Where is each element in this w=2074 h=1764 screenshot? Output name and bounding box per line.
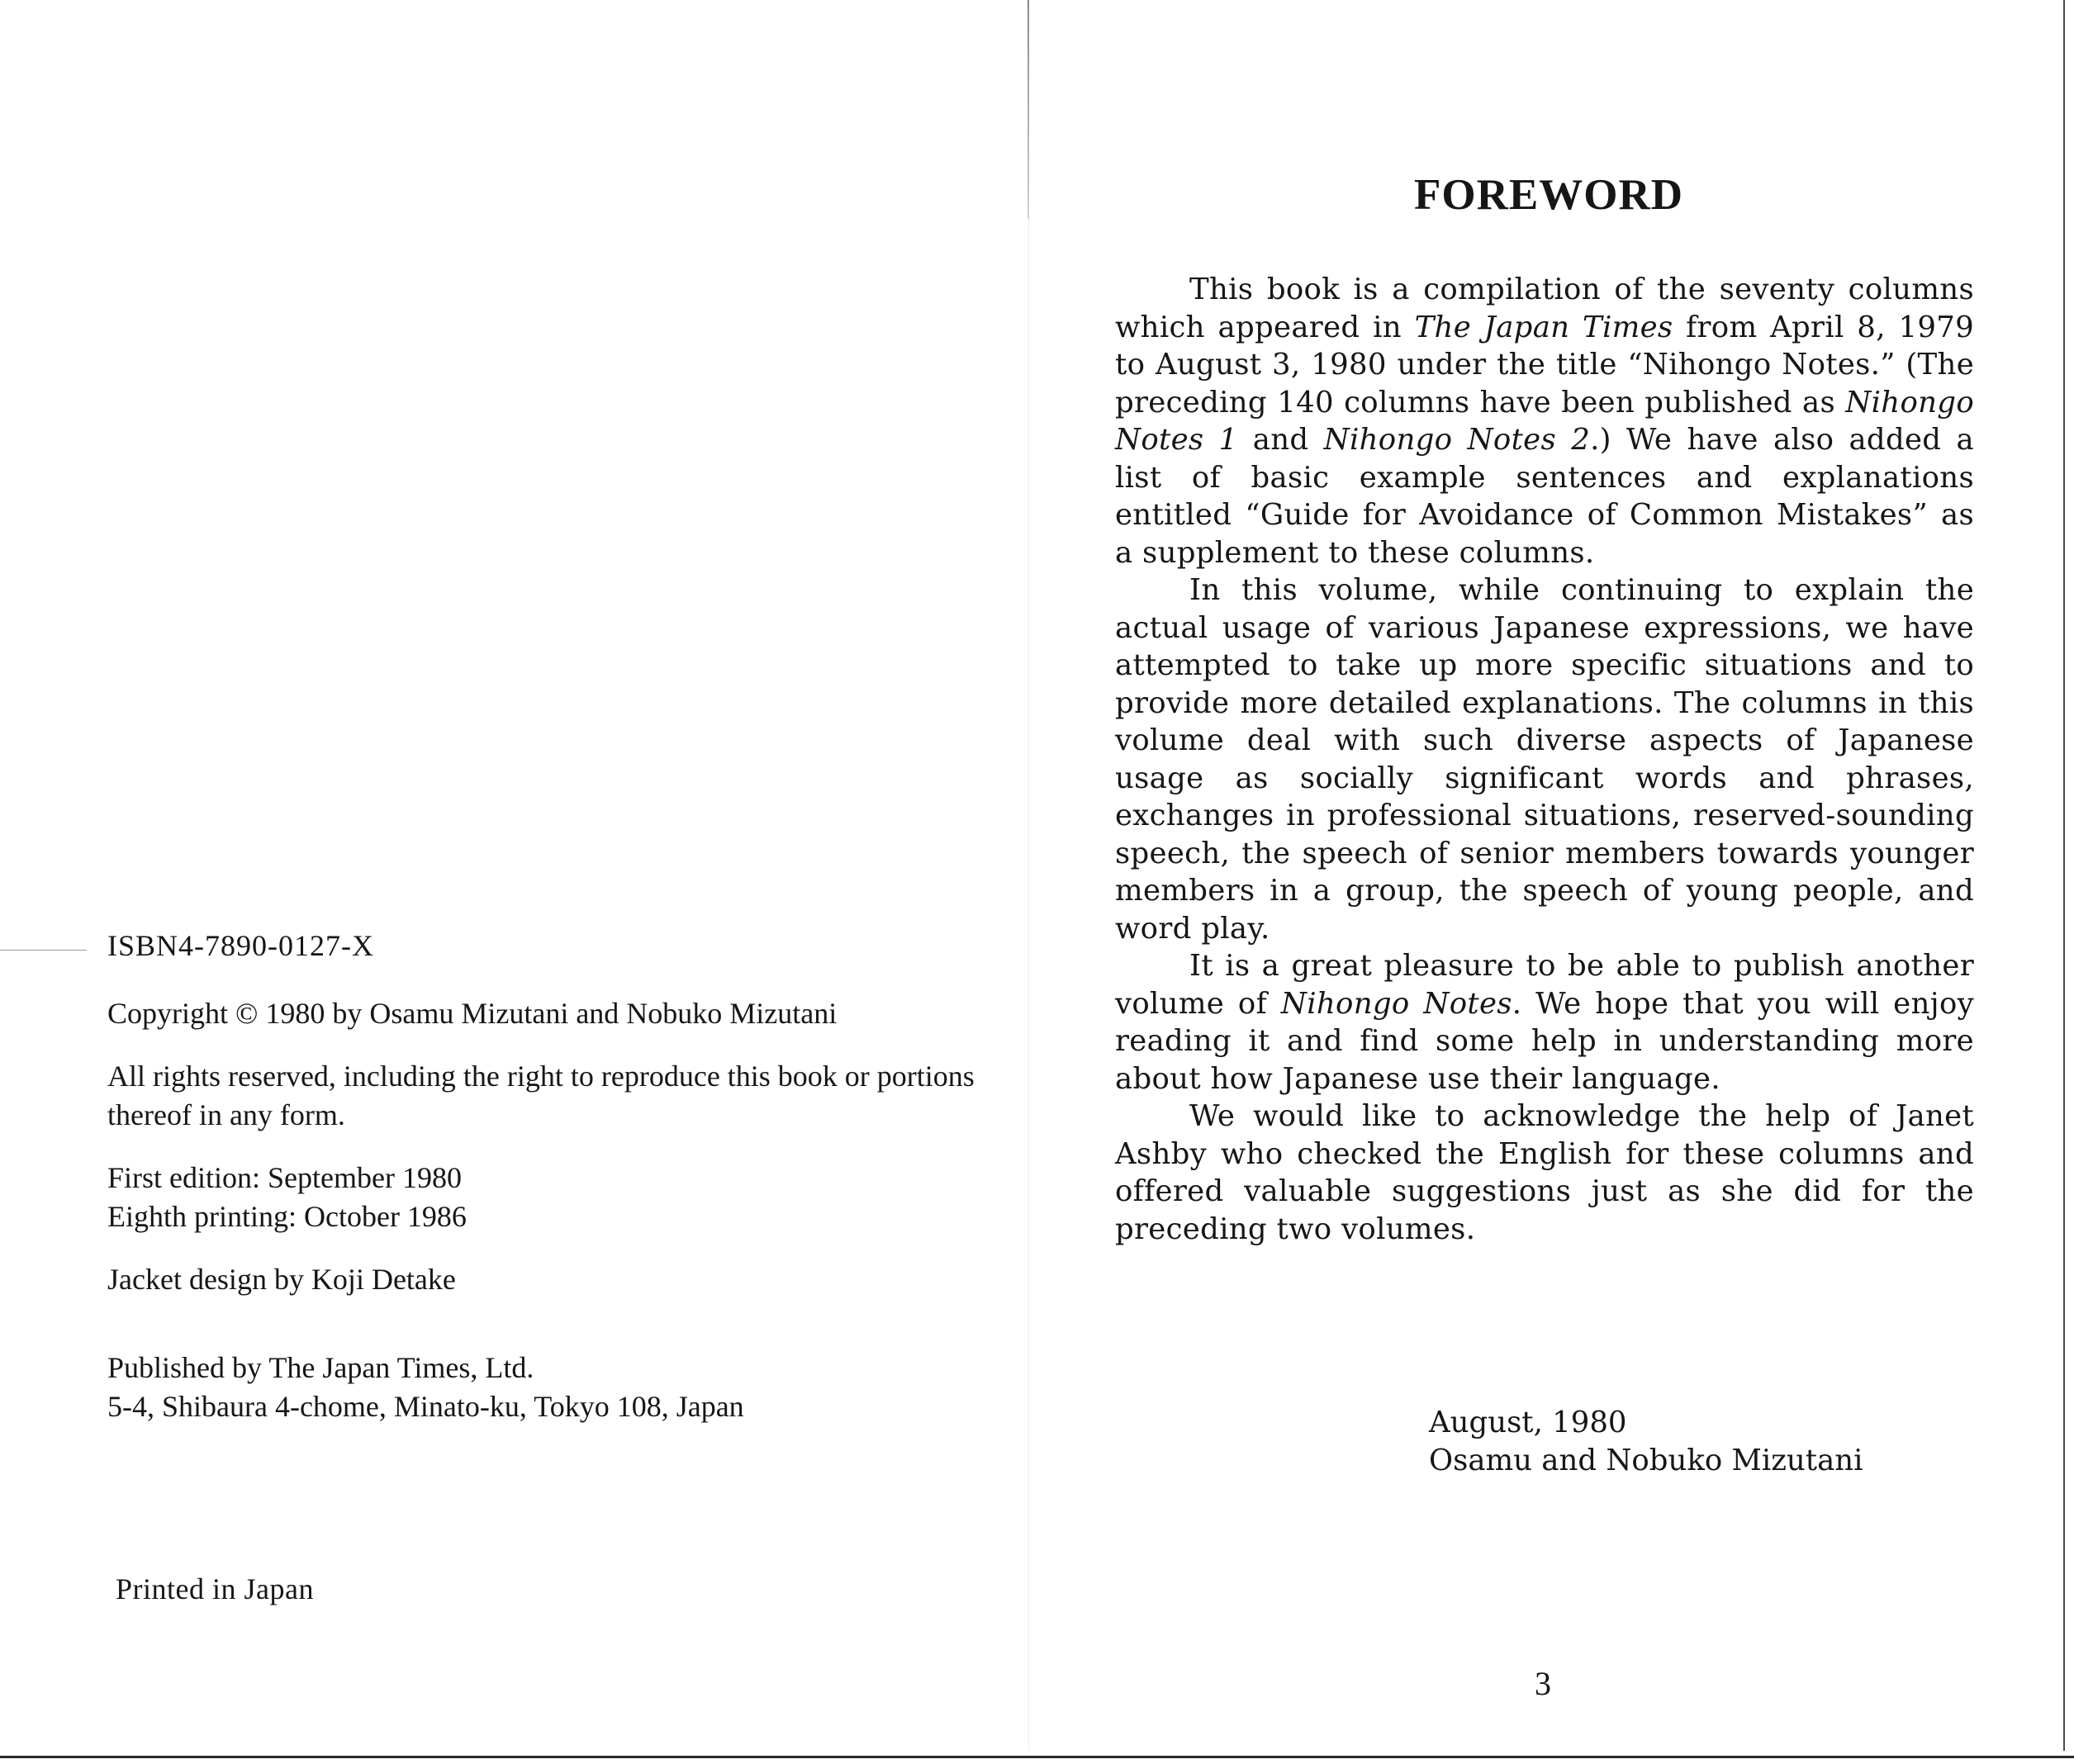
text: from April 8, 1979 to August 3, 1980 under the title “Nihongo Notes.” (The preceding 140 columns have been published as — [1115, 310, 1974, 420]
italic-title: Nihongo Notes — [1280, 986, 1512, 1021]
printed-in: Printed in Japan — [116, 1572, 314, 1605]
first-edition: First edition: September 1980 — [107, 1161, 462, 1194]
page-bottom-edge — [0, 1756, 2074, 1758]
text: It is a great pleasure to be able to publish another volume of — [1115, 949, 1974, 1021]
paragraph — [1115, 947, 1974, 1098]
gutter-line — [1028, 0, 1029, 219]
isbn: ISBN4-7890-0127-X — [107, 929, 374, 962]
page-right-edge — [2063, 0, 2065, 1751]
jacket-design: Jacket design by Koji Detake — [107, 1263, 456, 1296]
text: .) We have also added a list of basic example sentences and explanations entitled “Guide for Avoidance of Common Mistakes” as a supplement to these columns. — [1115, 423, 1974, 570]
text: This book is a compilation of the seventy columns which appeared in — [1115, 273, 1974, 344]
page-number: 3 — [1535, 1665, 1551, 1702]
text: and — [1237, 423, 1324, 457]
italic-title: Nihongo Notes 1 — [1115, 385, 1974, 457]
foreword-body — [1115, 271, 1974, 1248]
margin-tick — [0, 950, 87, 951]
signature-block — [1429, 1404, 1863, 1480]
italic-title: Nihongo Notes 2 — [1323, 423, 1591, 457]
foreword-date: August, 1980 — [1429, 1406, 1627, 1439]
paragraph — [1115, 271, 1974, 571]
foreword-authors: Osamu and Nobuko Mizutani — [1429, 1444, 1863, 1477]
rights-notice: All rights reserved, including the right to reproduce this book or portions thereof in any form. — [107, 1060, 975, 1131]
copyright-page — [107, 927, 1016, 1426]
copyright-notice: Copyright © 1980 by Osamu Mizutani and Nobuko Mizutani — [107, 997, 838, 1030]
paragraph: We would like to acknowledge the help of Janet Ashby who checked the English for these columns and offered valuable suggestions just as she did for the preceding two volumes. — [1115, 1099, 1974, 1246]
gutter-shadow — [1028, 219, 1029, 1751]
page-title: FOREWORD — [1414, 171, 1683, 219]
publisher: Published by The Japan Times, Ltd. — [107, 1351, 534, 1384]
publisher-address: 5-4, Shibaura 4-chome, Minato-ku, Tokyo 108, Japan — [107, 1390, 744, 1423]
paragraph: In this volume, while continuing to explain the actual usage of various Japanese expressions, we have attempted to take up more specific situations and to provide more detailed explanations. The columns in this volume deal with such diverse aspects of Japanese usage as socially significant words and phrases, exchanges in professional situations, reserved-sounding speech, the speech of senior members towards younger members in a group, the speech of young people, and word play. — [1115, 573, 1974, 946]
text: . We hope that you will enjoy reading it and find some help in understanding more about how Japanese use their language. — [1115, 986, 1974, 1096]
eighth-printing: Eighth printing: October 1986 — [107, 1200, 467, 1233]
italic-title: The Japan Times — [1414, 310, 1673, 344]
